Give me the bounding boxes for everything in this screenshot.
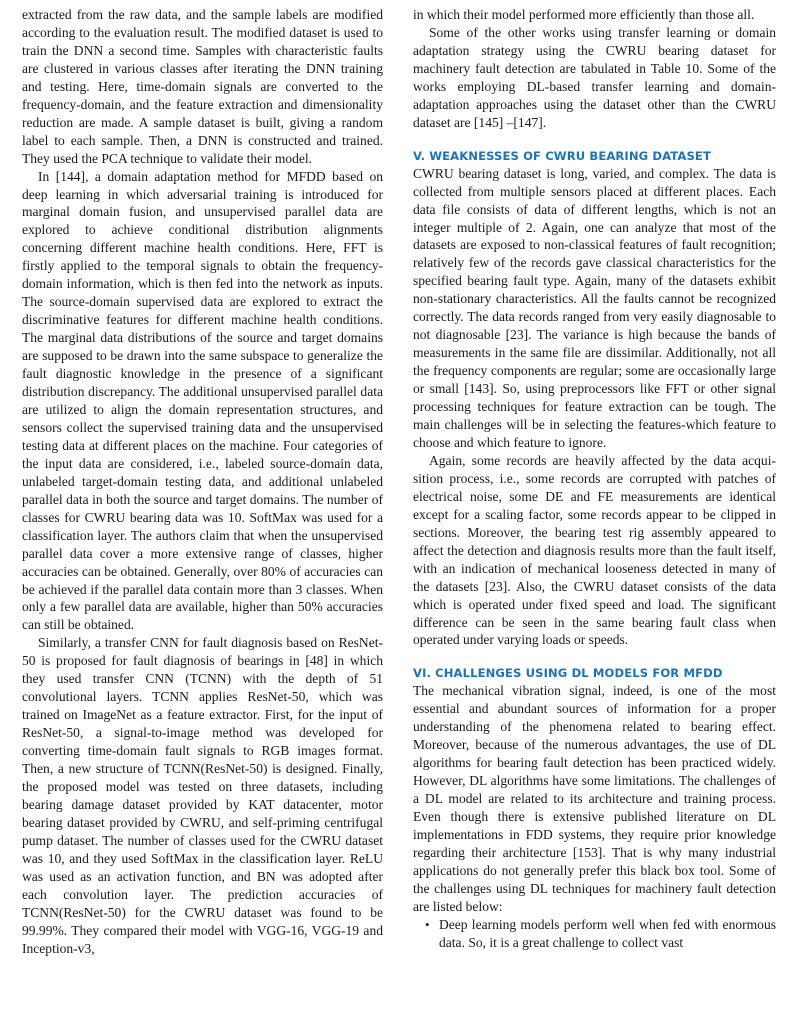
list-item: • Deep learning models perform well when fed with enormous data. So, it is a great challenge to collect vast — [439, 916, 776, 952]
body-paragraph: in which their model performed more efficiently than those all. — [413, 7, 755, 22]
body-paragraph: Again, some records are heavily affected by the data acquisition process, i.e., some records are corrupted with patches of electrical noise, some DE and FE measurements are identical except for a scaling factor, some records appear to be clipped in sections. Moreover, the bearing test rig assembly appeared to affect the detection and diagnosis results more than the fault itself, with an indication of mechanical looseness detected in many of the datasets [23]. Also, the CWRU dataset consists of the data which is operated under fixed speed and load. The significant difference can be seen in the same bearing fault class when operated under varying loads or speeds. — [413, 452, 776, 648]
challenges-list — [413, 916, 776, 952]
body-paragraph: Similarly, a transfer CNN for fault diagnosis based on ResNet-50 is proposed for fault diagnosis of bearings in [48] in which they used transfer CNN (TCNN) with the depth of 51 convolutional layers. TCNN applies ResNet-50, which was trained on ImageNet as a feature extractor. First, for the input of ResNet-50, a signal-to-image method was developed for converting time-domain fault signals to RGB images format. Then, a new structure of TCNN(ResNet-50) is designed. Finally, the proposed model was tested on three datasets, including bearing damage dataset provided by KAT datacenter, motor bearing dataset provided by CWRU, and self-priming centrifugal pump dataset. The number of classes used for the CWRU dataset was 10, and they used SoftMax in the classification layer. ReLU was used as an activation function, and BN was adopted after each convolution layer. The prediction accuracies of TCNN(ResNet-50) for the CWRU dataset was found to be 99.99%. They compared their model with VGG-16, VGG-19 and Inception-v3, — [22, 635, 383, 956]
section-heading-challenges: VI. CHALLENGES USING DL MODELS FOR MFDD — [413, 666, 723, 681]
body-paragraph: CWRU bearing dataset is long, varied, and complex. The data is collected from multiple sensors placed at different places. Each data file consists of data of different lengths, which is not an integer multiple of 2. Again, one can analyze that most of the datasets are exposed to non-classical features of fault recognition; relatively few of the records gave classical characteristics for the specified bearing fault type. Again, many of the datasets exhibit non-stationary characteristics. All the faults cannot be recognized correctly. The data records ranged from very easily diagnosable to not diagnosable [23]. The variance is high because the bands of measurements in the same file are dissimilar. Additionally, not all the frequency components are regular; some are occasionally large or small [143]. So, using preprocessors like FFT or other signal processing techniques for feature extraction can be tough. The main challenges will be in selecting the features-which feature to choose and which feature to ignore. — [413, 165, 776, 450]
left-column — [22, 6, 383, 958]
right-column — [413, 6, 776, 952]
body-paragraph: Some of the other works using transfer learning or domain adaptation strategy using the CWRU bearing dataset for machinery fault detection are tabulated in Table 10. Some of the works employing DL-based transfer learning and domain-adaptation approaches using the dataset other than the CWRU dataset are [145] –[147]. — [413, 24, 776, 130]
body-paragraph: The mechanical vibration signal, indeed, is one of the most essential and abundant sources of information for a proper understanding of the phenomena related to bearing effect. Moreover, because of the numerous advantages, the use of DL algorithms for bearing fault detection has been practiced widely. However, DL algorithms have some limitations. The challenges of a DL model are related to its architecture and training process. Even though there is extensive published literature on DL implementations in FDD systems, they require prior knowledge regarding their architecture [153]. That is why many industrial applications do not generally prefer this black box tool. Some of the challenges using DL techniques for machinery fault detection are listed below: — [413, 683, 776, 914]
body-paragraph: extracted from the raw data, and the sample labels are modified according to the evaluation result. The modified dataset is used to train the DNN a second time. Samples with characteristic faults are clustered in various classes after iterating the DNN training and testing. Here, time-domain signals are converted to the frequency-domain, and the feature extraction and dimensionality reduction are made. A sample dataset is built, giving a random label to each sample. Then, a DNN is constructed and trained. They used the PCA technique to validate their model. — [22, 7, 383, 166]
section-heading-weaknesses: V. WEAKNESSES OF CWRU BEARING DATASET — [413, 148, 711, 163]
body-paragraph: In [144], a domain adaptation method for MFDD based on deep learning in which adversarial training is introduced for marginal domain fusion, and unsupervised parallel data are explored to achieve conditional distribution alignments concerning different machine health conditions. Here, FFT is firstly applied to the temporal signals to obtain the frequency-domain information, which is then fed into the network as inputs. The source-domain supervised data are explored to extract the discriminative features for different machine health conditions. The marginal data distributions of the source and target domains are supposed to be drawn into the same subspace to generalize the fault diagnostic knowledge in the presence of a significant distribution discrepancy. The additional unsupervised parallel data are utilized to align the domain representation structures, and sensors collect the supervised training data and the unsupervised testing data at different places on the machine. Four categories of the input data are considered, i.e., labeled source-domain data, unlabeled target-domain testing data, and additional unlabeled parallel data in both the source and target domains. The number of classes for CWRU bearing data was 10. SoftMax was used for a classification layer. The authors claim that when the unsupervised parallel data cover a more extensive range of classes, higher accuracies can be obtained. Generally, over 80% of accuracies can be achieved if the parallel data contain more than 3 classes. When only a few parallel data are available, higher than 50% accuracies can still be obtained. — [22, 168, 383, 633]
